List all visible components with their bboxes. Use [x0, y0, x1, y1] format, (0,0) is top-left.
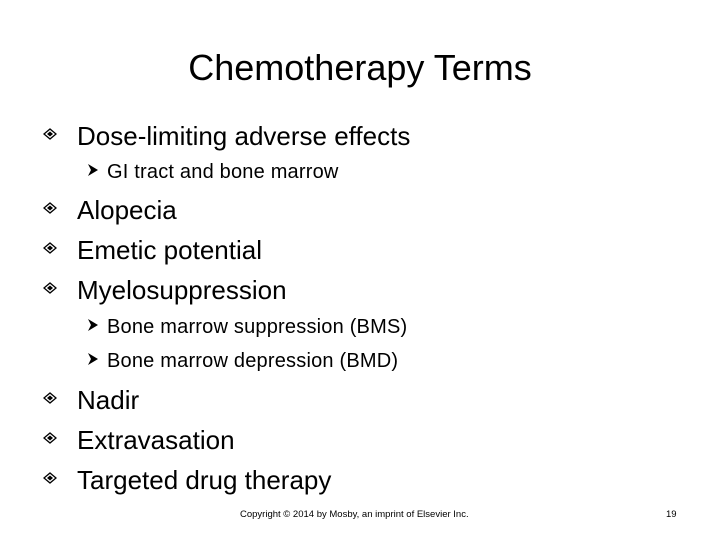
- bullet-text: Targeted drug therapy: [77, 464, 332, 495]
- copyright-text: Copyright © 2014 by Mosby, an imprint of Elsevier Inc.: [240, 509, 469, 520]
- bullet-item: [43, 270, 287, 310]
- sub-bullet-item: [87, 344, 398, 378]
- arrowhead-icon: [87, 163, 107, 182]
- bullet-item: [43, 460, 331, 500]
- bullet-text: Nadir: [77, 384, 140, 415]
- bullet-text: Dose-limiting adverse effects: [77, 120, 411, 151]
- slide-footer: [0, 506, 720, 524]
- bullet-text: Emetic potential: [77, 234, 262, 265]
- bullet-text: Alopecia: [77, 194, 177, 225]
- bullet-icon: [43, 431, 77, 449]
- sub-bullet-item: [87, 310, 407, 344]
- slide-title: Chemotherapy Terms: [188, 47, 532, 88]
- sub-bullet-text: Bone marrow depression (BMD): [107, 349, 399, 372]
- sub-bullet-item: [87, 155, 339, 189]
- bullet-icon: [43, 241, 77, 259]
- arrowhead-icon: [87, 318, 107, 337]
- bullet-item: [43, 190, 177, 230]
- bullet-text: Extravasation: [77, 424, 235, 455]
- bullet-item: [43, 230, 262, 270]
- bullet-icon: [43, 281, 77, 299]
- bullet-icon: [43, 391, 77, 409]
- bullet-icon: [43, 127, 77, 145]
- arrowhead-icon: [87, 352, 107, 371]
- page-number: 19: [666, 509, 677, 520]
- bullet-item: [43, 116, 410, 156]
- bullet-item: [43, 380, 139, 420]
- bullet-text: Myelosuppression: [77, 274, 287, 305]
- bullet-item: [43, 420, 235, 460]
- sub-bullet-text: GI tract and bone marrow: [107, 160, 339, 183]
- sub-bullet-text: Bone marrow suppression (BMS): [107, 315, 408, 338]
- bullet-icon: [43, 201, 77, 219]
- bullet-icon: [43, 471, 77, 489]
